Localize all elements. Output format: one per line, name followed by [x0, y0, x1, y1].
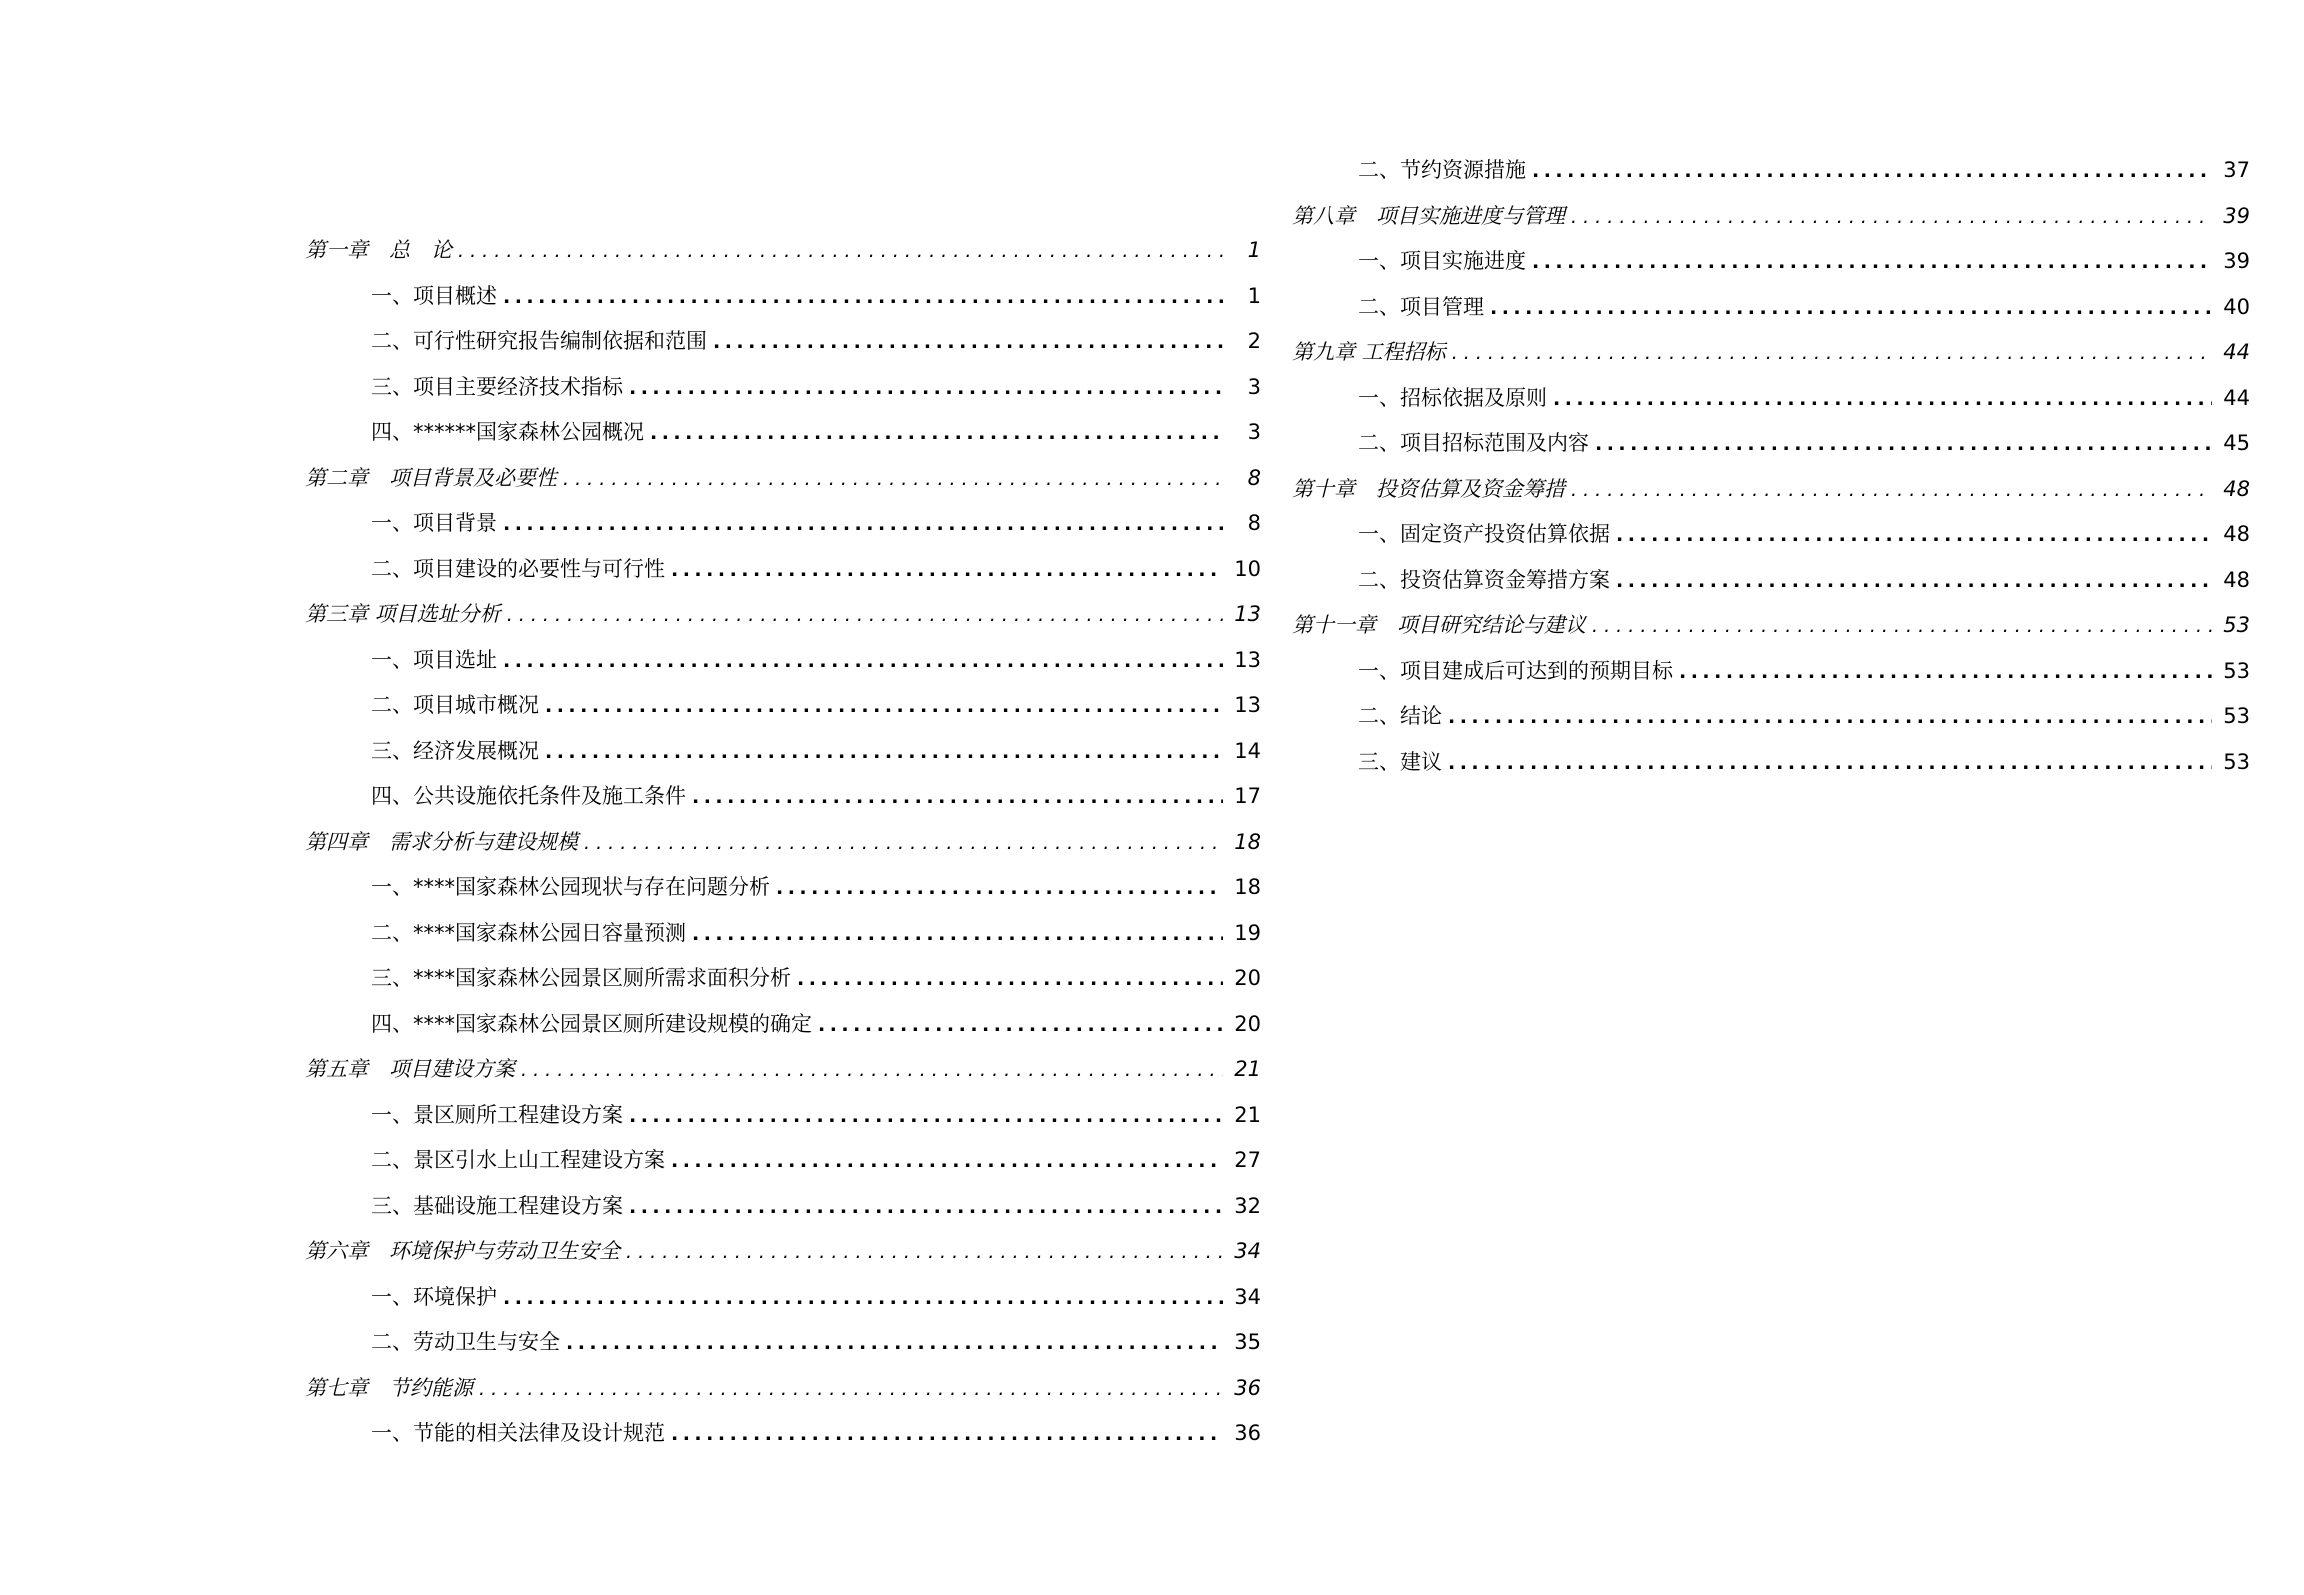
toc-page-number: 37	[2223, 158, 2250, 182]
toc-page-number: 19	[1234, 920, 1261, 945]
toc-dot-leader	[629, 1185, 1223, 1231]
toc-section-entry[interactable]	[305, 547, 1261, 593]
toc-dot-leader	[1452, 331, 2212, 377]
toc-page-number: 34	[1234, 1239, 1261, 1263]
toc-dot-leader	[1679, 650, 2212, 696]
toc-entry-title: 二、****国家森林公园日容量预测	[371, 920, 686, 945]
toc-section-entry[interactable]	[305, 956, 1261, 1002]
toc-dot-leader	[584, 821, 1223, 867]
toc-section-entry[interactable]	[305, 501, 1261, 547]
toc-page-number: 48	[2223, 567, 2250, 592]
toc-right-column	[1292, 148, 2250, 785]
toc-entry-title: 第七章 节约能源	[305, 1375, 473, 1400]
toc-section-entry[interactable]	[305, 638, 1261, 684]
toc-section-entry[interactable]	[1292, 148, 2250, 194]
toc-dot-leader	[507, 593, 1223, 639]
toc-entry-title: 三、基础设施工程建设方案	[371, 1193, 623, 1218]
toc-page-number: 17	[1234, 784, 1261, 808]
toc-chapter-entry[interactable]	[305, 1229, 1261, 1275]
toc-dot-leader	[1592, 604, 2212, 650]
toc-chapter-entry[interactable]	[305, 228, 1261, 274]
toc-left-column	[305, 228, 1261, 1457]
toc-entry-title: 三、****国家森林公园景区厕所需求面积分析	[371, 966, 791, 990]
toc-page-number: 10	[1234, 556, 1261, 581]
toc-entry-title: 一、节能的相关法律及设计规范	[371, 1421, 665, 1445]
toc-page-number: 32	[1234, 1193, 1261, 1218]
toc-entry-title: 一、项目概述	[371, 283, 497, 308]
toc-dot-leader	[1532, 149, 2212, 195]
toc-section-entry[interactable]	[305, 911, 1261, 957]
toc-chapter-entry[interactable]	[305, 1366, 1261, 1412]
toc-dot-leader	[503, 1276, 1223, 1322]
toc-chapter-entry[interactable]	[1292, 603, 2250, 649]
toc-entry-title: 二、劳动卫生与安全	[371, 1330, 560, 1354]
toc-dot-leader	[1532, 240, 2212, 286]
toc-dot-leader	[671, 1139, 1223, 1185]
toc-entry-title: 一、项目实施进度	[1358, 249, 1526, 273]
toc-section-entry[interactable]	[1292, 558, 2250, 604]
toc-entry-title: 第八章 项目实施进度与管理	[1292, 203, 1565, 228]
toc-dot-leader	[776, 866, 1223, 912]
toc-section-entry[interactable]	[305, 774, 1261, 820]
toc-page-number: 20	[1234, 966, 1261, 990]
toc-entry-title: 第十章 投资估算及资金筹措	[1292, 476, 1565, 501]
toc-section-entry[interactable]	[1292, 649, 2250, 695]
toc-chapter-entry[interactable]	[1292, 194, 2250, 240]
toc-page-number: 18	[1234, 875, 1261, 899]
toc-entry-title: 二、项目管理	[1358, 294, 1484, 319]
toc-entry-title: 二、项目城市概况	[371, 693, 539, 717]
toc-page-number: 1	[1247, 283, 1261, 308]
toc-dot-leader	[545, 684, 1223, 730]
toc-chapter-entry[interactable]	[305, 456, 1261, 502]
toc-page-number: 44	[2223, 340, 2250, 364]
toc-page-number: 48	[2223, 522, 2250, 546]
toc-page-number: 40	[2223, 294, 2250, 319]
toc-dot-leader	[629, 366, 1223, 412]
toc-page-number: 21	[1234, 1102, 1261, 1127]
toc-entry-title: 第二章 项目背景及必要性	[305, 465, 557, 490]
toc-dot-leader	[713, 320, 1223, 366]
toc-dot-leader	[563, 457, 1223, 503]
toc-page-number: 36	[1234, 1375, 1261, 1400]
toc-dot-leader	[1448, 741, 2212, 787]
toc-page-number: 20	[1234, 1011, 1261, 1036]
toc-chapter-entry[interactable]	[305, 820, 1261, 866]
toc-dot-leader	[626, 1230, 1223, 1276]
toc-entry-title: 一、环境保护	[371, 1284, 497, 1309]
toc-dot-leader	[479, 1367, 1223, 1413]
toc-entry-title: 一、项目建成后可达到的预期目标	[1358, 658, 1673, 683]
toc-dot-leader	[671, 548, 1223, 594]
toc-entry-title: 一、项目选址	[371, 647, 497, 672]
toc-dot-leader	[650, 411, 1223, 457]
toc-dot-leader	[797, 957, 1223, 1003]
toc-section-entry[interactable]	[1292, 421, 2250, 467]
toc-section-entry[interactable]	[305, 1138, 1261, 1184]
toc-entry-title: 四、****国家森林公园景区厕所建设规模的确定	[371, 1011, 812, 1036]
toc-entry-title: 第十一章 项目研究结论与建议	[1292, 613, 1586, 637]
toc-entry-title: 第九章 工程招标	[1292, 340, 1446, 364]
toc-entry-title: 一、固定资产投资估算依据	[1358, 522, 1610, 546]
toc-section-entry[interactable]	[305, 1411, 1261, 1457]
toc-dot-leader	[818, 1003, 1223, 1049]
toc-chapter-entry[interactable]	[305, 592, 1261, 638]
toc-dot-leader	[458, 229, 1223, 275]
toc-page-number: 3	[1247, 374, 1261, 399]
toc-entry-title: 四、******国家森林公园概况	[371, 420, 644, 444]
toc-dot-leader	[503, 275, 1223, 321]
toc-dot-leader	[503, 502, 1223, 548]
toc-entry-title: 二、项目建设的必要性与可行性	[371, 556, 665, 581]
toc-page-number: 36	[1234, 1421, 1261, 1445]
toc-dot-leader	[1571, 195, 2212, 241]
toc-dot-leader	[692, 775, 1223, 821]
toc-entry-title: 二、项目招标范围及内容	[1358, 431, 1589, 455]
toc-entry-title: 第六章 环境保护与劳动卫生安全	[305, 1239, 620, 1263]
toc-page-number: 8	[1247, 465, 1261, 490]
toc-dot-leader	[671, 1412, 1223, 1458]
toc-entry-title: 一、****国家森林公园现状与存在问题分析	[371, 875, 770, 899]
toc-page-number: 3	[1247, 420, 1261, 444]
toc-section-entry[interactable]	[305, 1093, 1261, 1139]
toc-page-number: 14	[1234, 738, 1261, 763]
toc-dot-leader	[1616, 513, 2212, 559]
toc-page-number: 27	[1234, 1148, 1261, 1172]
toc-section-entry[interactable]	[305, 1275, 1261, 1321]
toc-section-entry[interactable]	[305, 865, 1261, 911]
toc-section-entry[interactable]	[305, 683, 1261, 729]
toc-page-number: 39	[2223, 203, 2250, 228]
toc-entry-title: 一、景区厕所工程建设方案	[371, 1102, 623, 1127]
toc-page-number: 53	[2223, 749, 2250, 774]
toc-section-entry[interactable]	[1292, 239, 2250, 285]
toc-entry-title: 二、节约资源措施	[1358, 158, 1526, 182]
toc-entry-title: 二、景区引水上山工程建设方案	[371, 1148, 665, 1172]
toc-chapter-entry[interactable]	[305, 1047, 1261, 1093]
toc-dot-leader	[566, 1321, 1223, 1367]
toc-section-entry[interactable]	[305, 365, 1261, 411]
toc-entry-title: 三、项目主要经济技术指标	[371, 374, 623, 399]
toc-entry-title: 一、项目背景	[371, 511, 497, 535]
toc-chapter-entry[interactable]	[1292, 467, 2250, 513]
toc-dot-leader	[1448, 695, 2212, 741]
toc-section-entry[interactable]	[305, 319, 1261, 365]
toc-page-number: 34	[1234, 1284, 1261, 1309]
toc-entry-title: 二、结论	[1358, 704, 1442, 728]
toc-page-number: 21	[1234, 1057, 1261, 1081]
toc-entry-title: 第一章 总 论	[305, 238, 452, 262]
toc-entry-title: 三、经济发展概况	[371, 738, 539, 763]
toc-entry-title: 第三章 项目选址分析	[305, 602, 501, 626]
toc-page-number: 53	[2223, 613, 2250, 637]
toc-page-number: 13	[1234, 602, 1261, 626]
toc-dot-leader	[1571, 468, 2212, 514]
toc-page-number: 8	[1247, 511, 1261, 535]
toc-section-entry[interactable]	[1292, 512, 2250, 558]
toc-section-entry[interactable]	[1292, 694, 2250, 740]
toc-section-entry[interactable]	[305, 1002, 1261, 1048]
toc-dot-leader	[1490, 286, 2212, 332]
toc-dot-leader	[503, 639, 1223, 685]
toc-page-number: 35	[1234, 1330, 1261, 1354]
toc-dot-leader	[1595, 422, 2212, 468]
toc-section-entry[interactable]	[305, 1184, 1261, 1230]
toc-page-number: 48	[2223, 476, 2250, 501]
toc-entry-title: 一、招标依据及原则	[1358, 385, 1547, 410]
toc-section-entry[interactable]	[1292, 285, 2250, 331]
toc-page-number: 13	[1234, 647, 1261, 672]
toc-section-entry[interactable]	[1292, 376, 2250, 422]
toc-entry-title: 第四章 需求分析与建设规模	[305, 829, 578, 854]
toc-section-entry[interactable]	[305, 410, 1261, 456]
toc-chapter-entry[interactable]	[1292, 330, 2250, 376]
toc-entry-title: 三、建议	[1358, 749, 1442, 774]
toc-entry-title: 二、投资估算资金筹措方案	[1358, 567, 1610, 592]
toc-entry-title: 二、可行性研究报告编制依据和范围	[371, 329, 707, 353]
toc-page-number: 53	[2223, 704, 2250, 728]
toc-page-number: 53	[2223, 658, 2250, 683]
toc-page-number: 44	[2223, 385, 2250, 410]
toc-page-number: 39	[2223, 249, 2250, 273]
toc-page-number: 45	[2223, 431, 2250, 455]
toc-entry-title: 第五章 项目建设方案	[305, 1057, 515, 1081]
toc-page-number: 2	[1247, 329, 1261, 353]
toc-page-number: 1	[1247, 238, 1261, 262]
toc-section-entry[interactable]	[1292, 740, 2250, 786]
toc-entry-title: 四、公共设施依托条件及施工条件	[371, 784, 686, 808]
toc-dot-leader	[521, 1048, 1223, 1094]
toc-section-entry[interactable]	[305, 729, 1261, 775]
toc-dot-leader	[545, 730, 1223, 776]
toc-page-number: 18	[1234, 829, 1261, 854]
toc-page-number: 13	[1234, 693, 1261, 717]
toc-dot-leader	[1553, 377, 2212, 423]
toc-dot-leader	[692, 912, 1223, 958]
toc-section-entry[interactable]	[305, 274, 1261, 320]
toc-dot-leader	[629, 1094, 1223, 1140]
toc-section-entry[interactable]	[305, 1320, 1261, 1366]
toc-dot-leader	[1616, 559, 2212, 605]
